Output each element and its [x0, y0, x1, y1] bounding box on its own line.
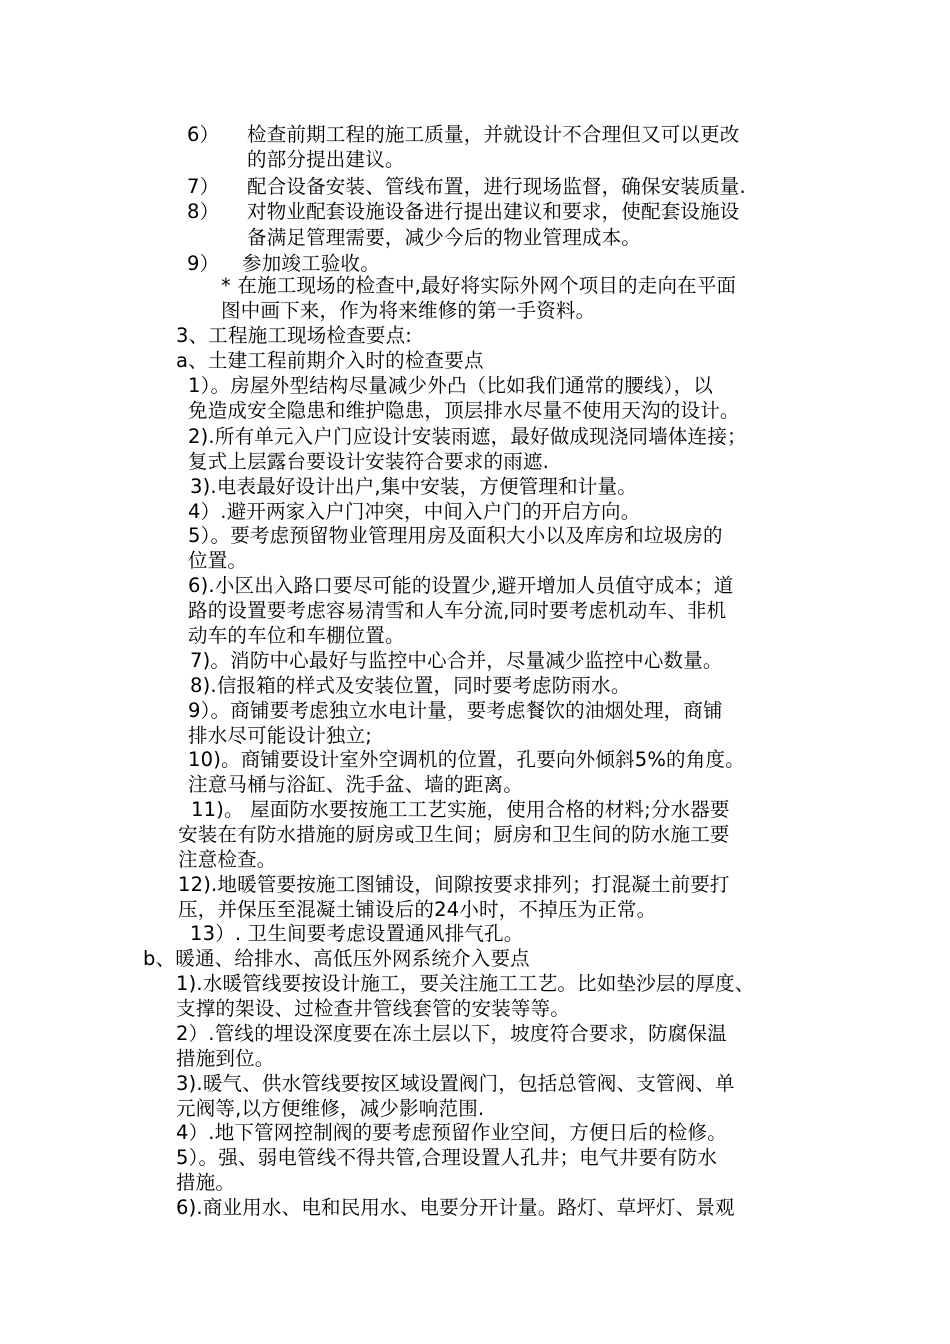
section-heading-3: 3、工程施工现场检查要点: [176, 324, 413, 347]
a-item-7: 7)。消防中心最好与监控中心合并，尽量减少监控中心数量。 [190, 649, 723, 672]
a-item-11-line3: 注意检查。 [178, 848, 277, 871]
b-item-4: 4）.地下管网控制阀的要考虑预留作业空间，方便日后的检修。 [176, 1121, 727, 1144]
a-item-12-line1: 12).地暖管要按施工图铺设，间隙按要求排列；打混凝土前要打 [178, 873, 730, 896]
section-heading-b: b、暖通、给排水、高低压外网系统介入要点 [143, 947, 530, 970]
a-item-5-line2: 位置。 [188, 549, 248, 572]
a-item-6-line2: 路的设置要考虑容易清雪和人车分流,同时要考虑机动车、非机 [188, 599, 727, 622]
list-number: 7） [187, 175, 220, 198]
a-item-1-line2: 免造成安全隐患和维护隐患，顶层排水尽量不使用天沟的设计。 [188, 399, 740, 422]
b-item-1-line1: 1).水暖管线要按设计施工，要关注施工工艺。比如垫沙层的厚度、 [176, 972, 755, 995]
a-item-9-line1: 9）。商铺要考虑独立水电计量，要考虑餐饮的油烟处理，商铺 [188, 699, 723, 722]
list-number: 6） [187, 123, 220, 146]
a-item-11-line1: 11)。 屋面防水要按施工工艺实施，使用合格的材料;分水器要 [191, 798, 730, 821]
b-item-5-line2: 措施。 [176, 1171, 236, 1194]
a-item-6-line1: 6).小区出入路口要尽可能的设置少,避开增加人员值守成本；道 [188, 574, 734, 597]
b-item-3-line2: 元阀等,以方便维修，减少影响范围. [176, 1097, 485, 1120]
b-item-2-line2: 措施到位。 [176, 1047, 275, 1070]
b-item-2-line1: 2）.管线的埋设深度要在冻土层以下，坡度符合要求，防腐保温 [176, 1022, 727, 1045]
a-item-10-line1: 10)。商铺要设计室外空调机的位置，孔要向外倾斜5%的角度。 [188, 748, 745, 771]
list-item-9: 9） 参加竣工验收。 [187, 252, 380, 275]
a-item-12-line2: 压，并保压至混凝土铺设后的24小时，不掉压为正常。 [178, 898, 657, 921]
a-item-9-line2: 排水尽可能设计独立; [188, 724, 373, 747]
a-item-3: 3).电表最好设计出户,集中安装，方便管理和计量。 [190, 475, 637, 498]
list-number: 9） [187, 252, 220, 275]
b-item-5-line1: 5）。强、弱电管线不得共管,合理设置人孔井；电气井要有防水 [176, 1146, 718, 1169]
note-line1: * 在施工现场的检查中,最好将实际外网个项目的走向在平面 [221, 274, 737, 297]
a-item-4: 4）.避开两家入户门冲突，中间入户门的开启方向。 [188, 500, 641, 523]
list-item-7: 7） 配合设备安装、管线布置，进行现场监督，确保安装质量. [187, 175, 746, 198]
b-item-6-line1: 6).商业用水、电和民用水、电要分开计量。路灯、草坪灯、景观 [176, 1196, 735, 1219]
section-heading-a: a、土建工程前期介入时的检查要点 [176, 349, 484, 372]
list-item-8-line1: 8） 对物业配套设施设备进行提出建议和要求，使配套设施设 [187, 200, 740, 223]
b-item-1-line2: 支撑的架设、过检查井管线套管的安装等等。 [176, 997, 571, 1020]
list-number: 8） [187, 200, 220, 223]
a-item-11-line2: 安装在有防水措施的厨房或卫生间；厨房和卫生间的防水施工要 [178, 823, 730, 846]
a-item-1-line1: 1）。房屋外型结构尽量减少外凸（比如我们通常的腰线），以 [188, 374, 714, 397]
a-item-2-line2: 复式上层露台要设计安装符合要求的雨遮. [188, 450, 549, 473]
list-item-6-line1: 6） 检查前期工程的施工质量，并就设计不合理但又可以更改 [187, 123, 740, 146]
a-item-2-line1: 2).所有单元入户门应设计安装雨遮，最好做成现浇同墙体连接； [188, 425, 747, 448]
a-item-6-line3: 动车的车位和车棚位置。 [188, 624, 405, 647]
a-item-10-line2: 注意马桶与浴缸、洗手盆、墙的距离。 [188, 773, 523, 796]
a-item-5-line1: 5）。要考虑预留物业管理用房及面积大小以及库房和垃圾房的 [188, 524, 723, 547]
list-item-8-line2: 备满足管理需要，减少今后的物业管理成本。 [247, 226, 642, 249]
list-item-6-line2: 的部分提出建议。 [247, 148, 405, 171]
a-item-13: 13）. 卫生间要考虑设置通风排气孔。 [190, 922, 524, 945]
note-line2: 图中画下来，作为将来维修的第一手资料。 [221, 299, 596, 322]
a-item-8: 8).信报箱的样式及安装位置，同时要考虑防雨水。 [190, 674, 631, 697]
b-item-3-line1: 3).暖气、供水管线要按区域设置阀门，包括总管阀、支管阀、单 [176, 1072, 735, 1095]
